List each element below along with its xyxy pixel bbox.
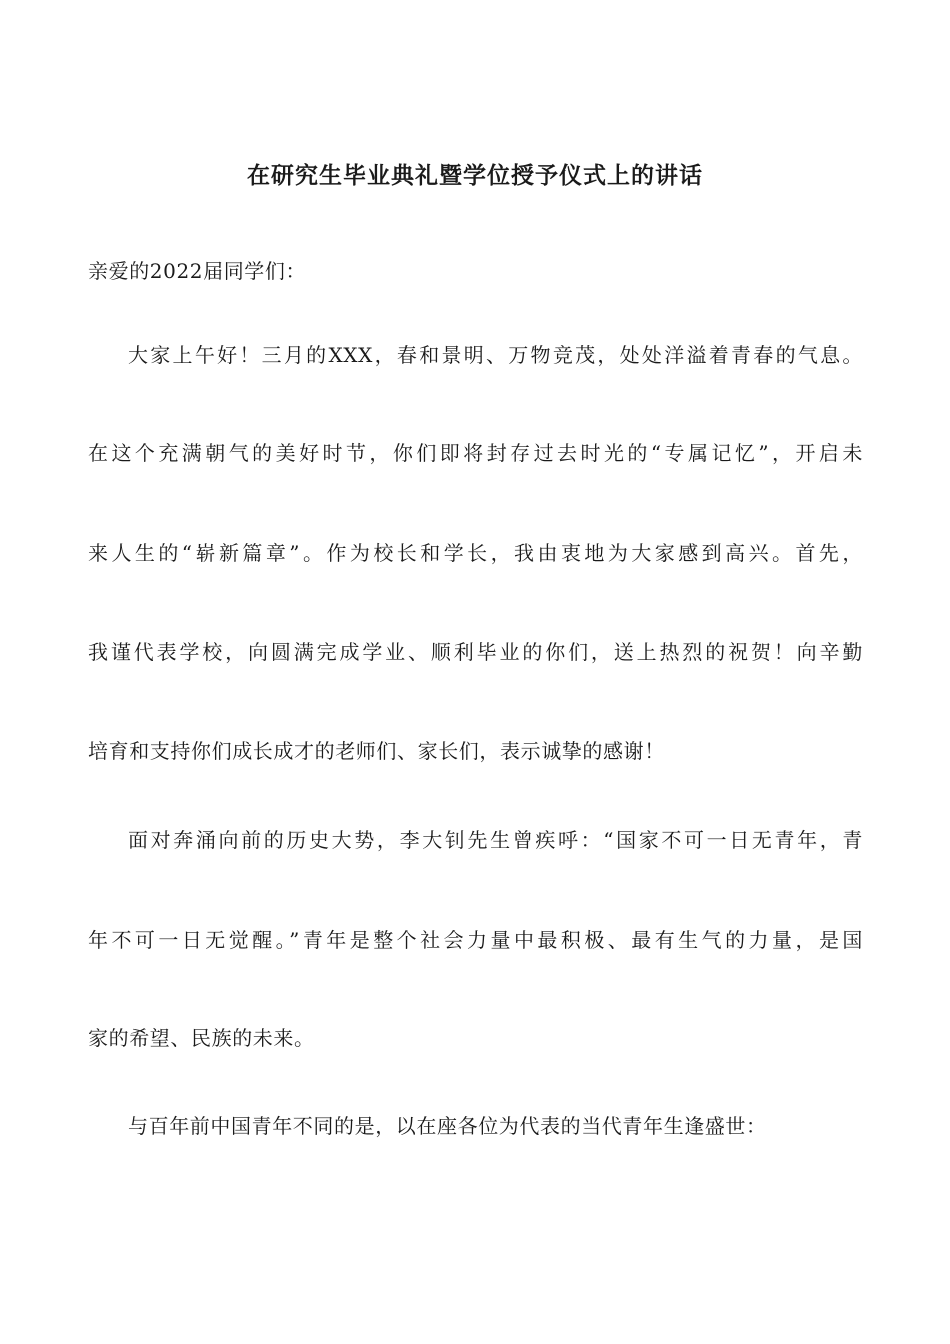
paragraph-line: 年不可一日无觉醒。”青年是整个社会力量中最积极、最有生气的力量，是国 xyxy=(88,928,863,952)
paragraph-line: 培育和支持你们成长成才的老师们、家长们，表示诚挚的感谢！ xyxy=(88,739,665,763)
paragraph-line: 大家上午好！三月的XXX，春和景明、万物竞茂，处处洋溢着青春的气息。 xyxy=(128,343,863,367)
salutation: 亲爱的2022届同学们： xyxy=(88,259,307,283)
paragraph-line: 与百年前中国青年不同的是，以在座各位为代表的当代青年生逢盛世： xyxy=(128,1114,767,1138)
paragraph-line: 面对奔涌向前的历史大势，李大钊先生曾疾呼：“国家不可一日无青年，青 xyxy=(128,828,863,852)
paragraph-line: 在这个充满朝气的美好时节，你们即将封存过去时光的“专属记忆”，开启未 xyxy=(88,441,863,465)
document-title: 在研究生毕业典礼暨学位授予仪式上的讲话 xyxy=(247,162,703,189)
paragraph-line: 我谨代表学校，向圆满完成学业、顺利毕业的你们，送上热烈的祝贺！向辛勤 xyxy=(88,640,863,664)
paragraph-line: 来人生的“崭新篇章”。作为校长和学长，我由衷地为大家感到高兴。首先， xyxy=(88,541,863,565)
paragraph-line: 家的希望、民族的未来。 xyxy=(88,1026,315,1050)
